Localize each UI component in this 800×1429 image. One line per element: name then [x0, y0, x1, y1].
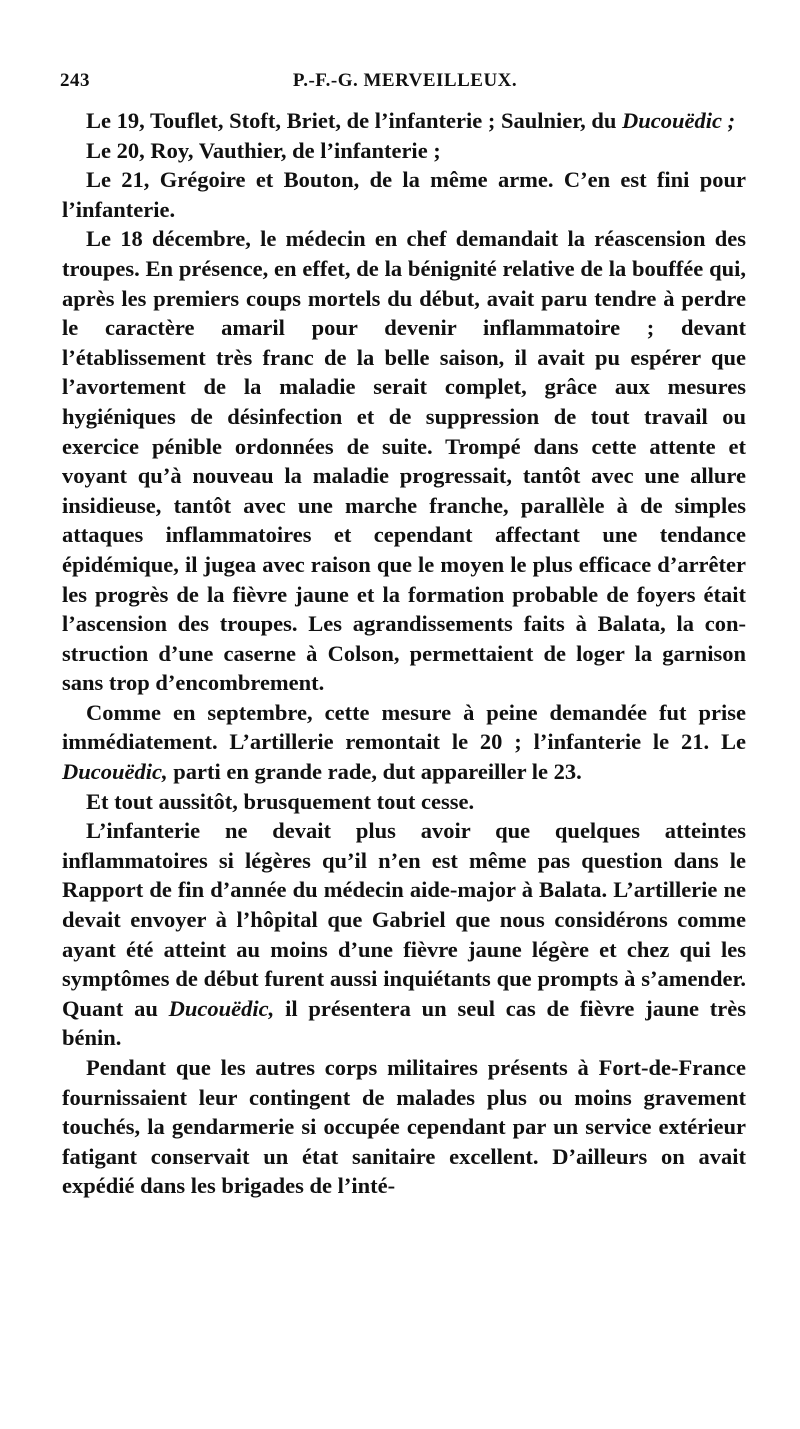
paragraph-1: Le 19, Touflet, Stoft, Briet, de l’infanterie ; Saulnier, du Ducouëdic ; — [86, 108, 736, 133]
paragraph-3: Le 21, Grégoire et Bouton, de la même arme. C’en est fini pour l’infanterie. — [62, 167, 746, 222]
page-body — [62, 106, 746, 1201]
page-header — [60, 70, 750, 104]
paragraph-8: Pendant que les autres corps militaires présents à Fort-de-France fournissaient leur contingent de malades plus ou moins gravement touchés, la gendarmerie si occupée cependant par un service extérieur fatigant conservait un état sanitaire excellent. D’ailleurs on avait expédié dans les brigades de l’inté- — [62, 1055, 746, 1199]
paragraph-6: Et tout aussitôt, brusquement tout cesse. — [86, 788, 475, 814]
paragraph-5: Comme en septembre, cette mesure à peine demandée fut prise immédiatement. L’artillerie remontait le 20 ; l’infanterie le 21. Le Ducouëdic, parti en grande rade, dut appareiller le 23. — [62, 699, 746, 785]
running-head: P.-F.-G. MERVEILLEUX. — [292, 70, 518, 91]
paragraph-4: Le 18 décembre, le médecin en chef demandait la réascension des troupes. En présence, en effet, de la bénignité relative de la bouffée qui, après les premiers coups mortels du début, avait paru tendre à perdre le caractère amaril pour devenir inflammatoire ; devant l’établissement très franc de la belle saison, il avait pu espérer que l’avortement de la maladie serait complet, grâce aux mesures hygiéniques de désinfection et de suppression de tout travail ou exercice pénible ordonnées de suite. Trompé dans cette attente et voyant qu’à nouveau la maladie progressait, tantôt avec une allure insidieuse, tantôt avec une marche franche, parallèle à de simples attaques inflammatoires et cependant affectant une tendance épidémique, il jugea avec raison que le moyen le plus efficace d’arrêter les progrès de la fièvre jaune et la formation probable de foyers était l’ascension des troupes. Les agrandissements faits à Balata, la construction d’une caserne à Colson, permettaient de loger la garnison sans trop d’encombrement. — [62, 226, 746, 696]
page-number: 243 — [60, 70, 90, 91]
paragraph-2: Le 20, Roy, Vauthier, de l’infanterie ; — [86, 137, 441, 163]
paragraph-7: L’infanterie ne devait plus avoir que quelques atteintes inflammatoires si légères qu’il n’en est même pas question dans le Rapport de fin d’année du médecin aide-major à Balata. L’artillerie ne devait envoyer à l’hôpital que Gabriel que nous considérons comme ayant été atteint au moins d’une fièvre jaune légère et chez qui les symptômes de début furent aussi inquiétants que prompts à s’amender. Quant au Ducouëdic, il présentera un seul cas de fièvre jaune très bénin. — [62, 818, 746, 1051]
